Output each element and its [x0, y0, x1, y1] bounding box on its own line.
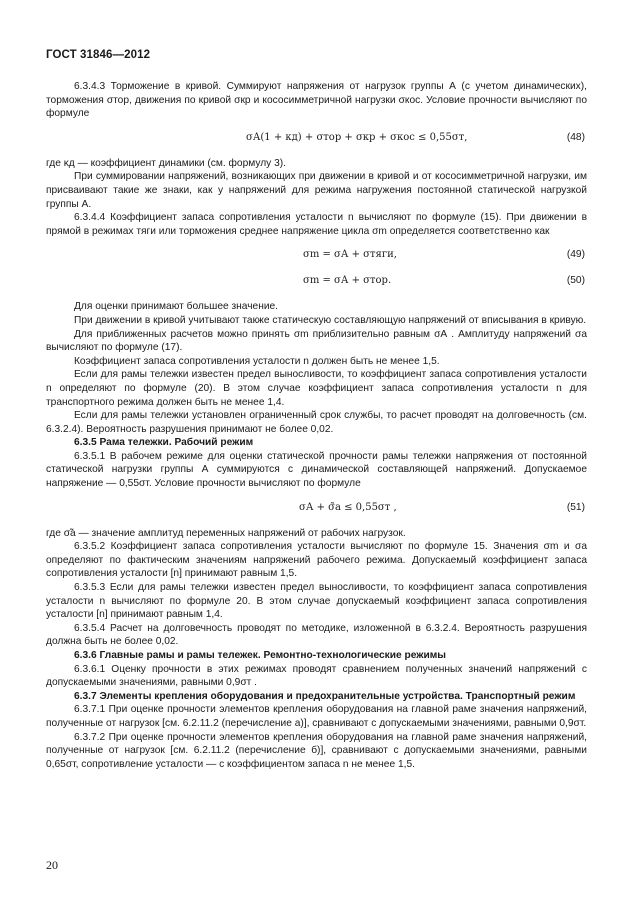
paragraph: 6.3.5.3 Если для рамы тележки известен предел выносливости, то коэффициент запаса сопротивления усталости n вычисляют по формуле 20. В этом случае допускаемый коэффициент запаса сопротивления усталости [n] принимают равным 1,4. — [46, 582, 587, 621]
paragraph: Если для рамы тележки установлен ограниченный срок службы, то расчет проводят на долговечность (см. 6.3.2.4). Вероятность разрушения принимают не более 0,02. — [46, 410, 587, 435]
paragraph: 6.3.5.2 Коэффициент запаса сопротивления усталости вычисляют по формуле 15. Значения σm и σа определяют по фактическим значениям напряжений рабочего режима. Допускаемый коэффициент запаса сопротивления усталости [n] принимают равным 1,5. — [46, 541, 587, 580]
paragraph: где κд — коэффициент динамики (см. формулу 3). — [46, 157, 286, 169]
paragraph: 6.3.6.1 Оценку прочности в этих режимах проводят сравнением полученных значений напряжений с допускаемыми значениями, равными 0,9σт . — [46, 663, 587, 689]
paragraph: 6.3.7.2 При оценке прочности элементов крепления оборудования на главной раме значения напряжений, полученные от нагрузок [см. 6.2.11.2 (перечисление б)], сравнивают с допускаемыми значениями, равными 0,65σт, сопротивление усталости — с коэффициентом запаса n не менее 1,5. — [46, 731, 587, 770]
paragraph: 6.3.4.4 Коэффициент запаса сопротивления усталости n вычисляют по формуле (15). При движении в прямой в режимах тяги или торможения среднее напряжение цикла σm определяется соответственно как — [46, 212, 587, 237]
formula-expression: σm = σА + σтяги, — [303, 249, 397, 261]
formula-number: (49) — [566, 249, 585, 261]
paragraph: При суммировании напряжений, возникающих при движении в кривой и от кососимметричной нагрузки, им присваивают такие же знаки, как у напряжений для режима нагружения постоянной статической нагрузкой группы А. — [46, 171, 587, 210]
formula-number: (50) — [566, 275, 585, 287]
paragraph: Для приближенных расчетов можно принять σm приблизительно равным σА . Амплитуду напряжений σа вычисляют по формуле (17). — [46, 328, 587, 354]
paragraph: 6.3.7.1 При оценке прочности элементов крепления оборудования на главной раме значения напряжений, полученные от нагрузок [см. 6.2.11.2 (перечисление а)], сравнивают с допускаемыми значениями, равными 0,9σт. — [46, 704, 587, 729]
paragraph: 6.3.5.4 Расчет на долговечность проводят по методике, изложенной в 6.3.2.4. Вероятность разрушения должна быть не более 0,02. — [46, 622, 587, 648]
paragraph: Коэффициент запаса сопротивления усталости n должен быть не менее 1,5. — [74, 355, 440, 367]
formula — [46, 248, 587, 262]
section-heading: 6.3.7 Элементы крепления оборудования и предохранительные устройства. Транспортный режим — [74, 690, 576, 702]
page-number: 20 — [46, 858, 58, 872]
paragraph: где σ̃а — значение амплитуд переменных напряжений от рабочих нагрузок. — [46, 527, 406, 539]
paragraph: 6.3.4.3 Торможение в кривой. Суммируют напряжения от нагрузок группы А (с учетом динамических), торможения σтор, движения по кривой σкр и кососимметричной нагрузки σкос. Условие прочности вычисляют по формуле — [46, 81, 587, 120]
paragraph: При движении в кривой учитывают также статическую составляющую напряжений от вписывания в кривую. — [74, 314, 587, 326]
formula — [46, 131, 587, 145]
formula — [46, 501, 587, 515]
formula-expression: σА + σ̃а ≤ 0,55σт , — [299, 501, 397, 513]
section-heading: 6.3.6 Главные рамы и рамы тележек. Ремонтно-технологические режимы — [74, 650, 446, 661]
section-heading: 6.3.5 Рама тележки. Рабочий режим — [74, 437, 254, 449]
formula-expression: σА(1 + κд) + σтор + σкр + σкос ≤ 0,55σт, — [246, 131, 468, 143]
document-header: ГОСТ 31846—2012 — [46, 49, 151, 61]
formula-number: (48) — [566, 131, 585, 143]
paragraph: 6.3.5.1 В рабочем режиме для оценки статической прочности рамы тележки напряжения от постоянной статической нагрузки группы А суммируются с динамической составляющей напряжений. Допускаемое напряжение — 0,55σт. Условие прочности вычисляют по формуле — [46, 450, 587, 490]
paragraph: Для оценки принимают большее значение. — [74, 301, 279, 313]
formula-number: (51) — [566, 501, 585, 513]
document-body — [46, 80, 587, 771]
paragraph: Если для рамы тележки известен предел выносливости, то коэффициент запаса сопротивления усталости n определяют по формуле (20). В этом случае коэффициент запаса сопротивления усталости n для транспортного режима должен быть не менее 1,4. — [46, 369, 587, 408]
formula — [46, 274, 587, 288]
formula-expression: σm = σА + σтор. — [303, 275, 392, 287]
